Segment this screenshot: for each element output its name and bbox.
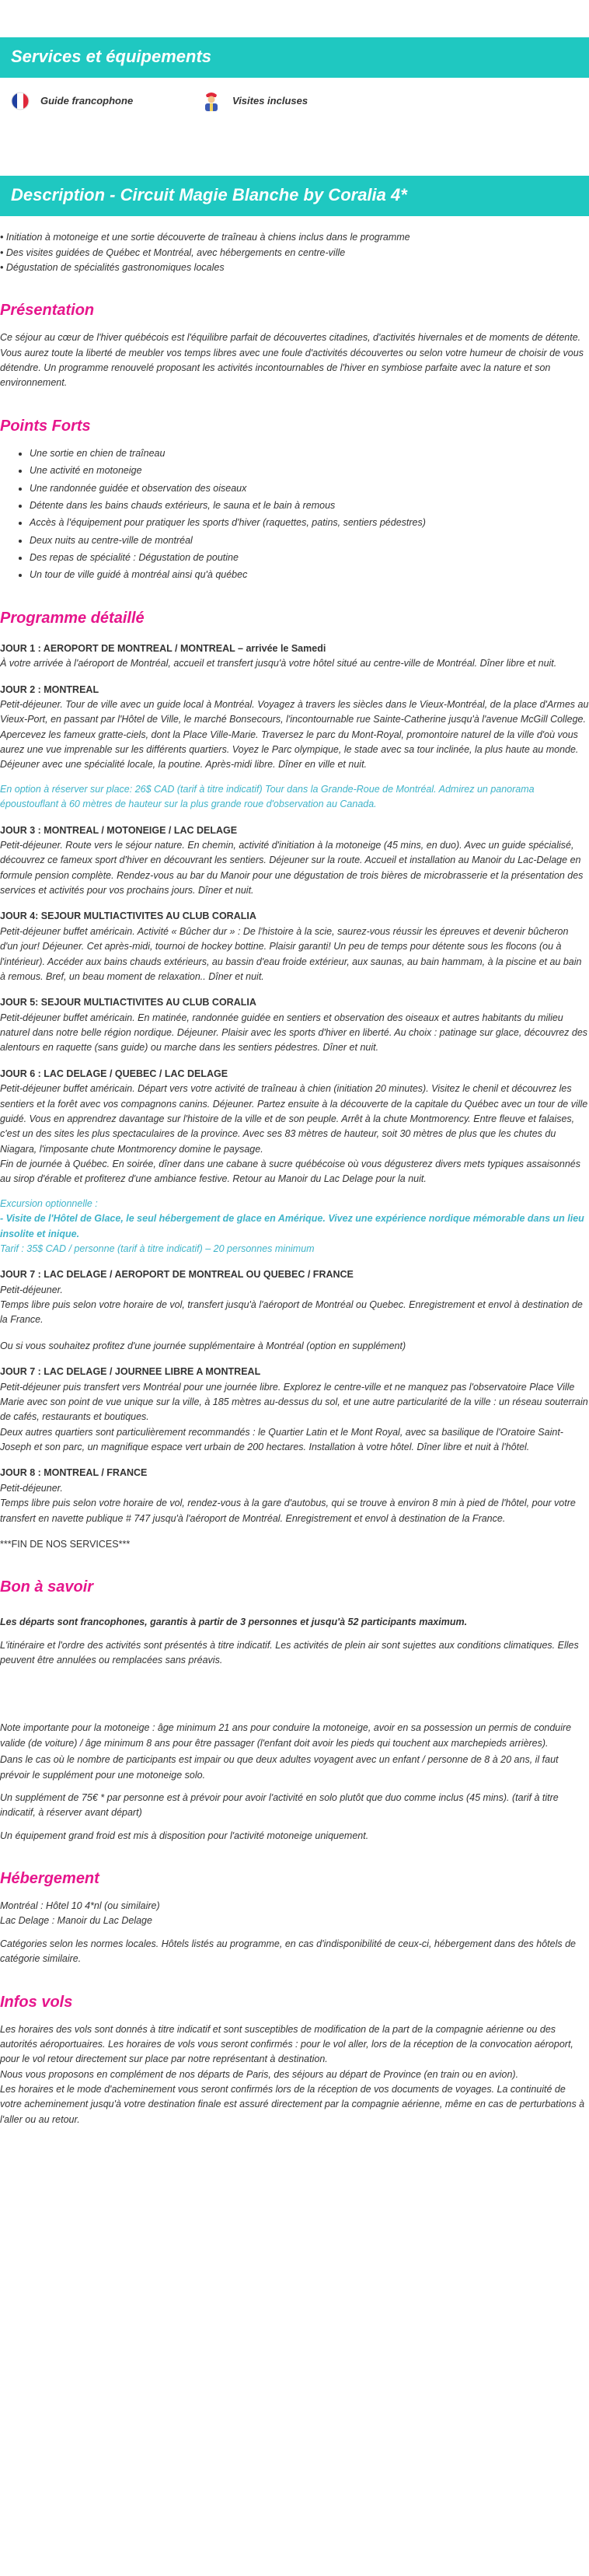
day-title: JOUR 6 : LAC DELAGE / QUEBEC / LAC DELAGE (0, 1068, 228, 1079)
day-title: JOUR 4: SEJOUR MULTIACTIVITES AU CLUB CORALIA (0, 911, 256, 922)
list-item: • Des repas de spécialité : Dégustation de poutine (30, 551, 589, 565)
day-option: En option à réserver sur place: 26$ CAD (tarif à titre indicatif) Tour dans la Grande-Roue de Montréal. Admirez un panorama époustouflant à 60 mètres de hauteur sur la plus grande roue d'observation au Canada. (0, 783, 535, 810)
day-title: JOUR 3 : MONTREAL / MOTONEIGE / LAC DELAGE (0, 824, 238, 836)
list-item: • Détente dans les bains chauds extérieurs, le sauna et le bain à remous (30, 498, 589, 513)
day-body-2: Fin de journée à Québec. En soirée, dîner dans une cabane à sucre québécoise où vous dégusterez divers mets typiques assaisonnés au sirop d'érable et profiterez d'une ambiance festive. Retour au Manoir du Lac Delage pour la nuit. (0, 1159, 580, 1185)
day-body: À votre arrivée à l'aéroport de Montréal, accueil et transfert jusqu'à votre hôtel situé au centre-ville de Montréal. Dîner libre et nuit. (0, 658, 557, 669)
day-5 (0, 995, 589, 1056)
description-content (0, 216, 589, 2166)
day-body-2: Temps libre puis selon votre horaire de vol, rendez-vous à la gare d'autobus, qui se trouve à environ 8 min à pied de l'hôtel, pour votre transfert en navette publique # 747 jusqu'à l'aéroport de Montréal. Enregistrement et envol à destination de la France. (0, 1498, 576, 1524)
page (0, 37, 589, 2166)
description-header: Description - Circuit Magie Blanche by Coralia 4* (0, 176, 589, 216)
points-list (0, 446, 589, 583)
day-body: Petit-déjeuner buffet américain. Départ vers votre activité de traîneau à chien (initiation 20 minutes). Visitez le chenil et découvrez les sentiers et la forêt avec vos compagnons canins. Déjeuner. Partez ensuite à la découverte de la capitale du Québec avec un tour de ville guidé. Vous en apprendrez davantage sur l'histoire de la ville et de son peuple. Arrêt à la chute Montmorency. Entre fleuve et falaises, c'est un des sites les plus spectaculaires de la province. Avec ses 83 mètres de hauteur, soit 30 mètres de plus que les chutes du Niagara, l'imposante chute Montmorency domine le paysage. (0, 1083, 588, 1155)
list-item: • Initiation à motoneige et une sortie découverte de traîneau à chiens inclus dans le programme (0, 230, 589, 245)
option-line: - Visite de l'Hôtel de Glace, le seul hébergement de glace en Amérique. Vivez une expérience nordique mémorable dans un lieu insolite et inique. (0, 1213, 584, 1239)
hebergement-line1: Montréal : Hôtel 10 4*nl (ou similaire) (0, 1900, 160, 1912)
day-3 (0, 823, 589, 899)
list-item: • Un tour de ville guidé à montréal ainsi qu'à québec (30, 568, 589, 582)
presentation-title: Présentation (0, 302, 95, 320)
day-body: Petit-déjeuner puis transfert vers Montréal pour une journée libre. Explorez le centre-ville et ne manquez pas l'observatoire Place Ville Marie avec son point de vue unique sur la ville, à 185 mètres au-dessus du sol, et une autre particularité de la ville : un réseau souterrain de cafés, restaurants et boutiques. (0, 1381, 588, 1423)
hebergement-text: Catégories selon les normes locales. Hôtels listés au programme, en cas d'indisponibilité de ceux-ci, hébergement dans des hôtels de catégorie similaire. (0, 1938, 576, 1965)
bon-a-savoir-title: Bon à savoir (0, 1578, 94, 1596)
bon-a-savoir-p3: Note importante pour la motoneige : âge minimum 21 ans pour conduire la motoneige, avoir en sa possession un permis de conduire valide (de voiture) / âge minimum 8 ans pour être passager (l'enfant doit avoir les pieds qui touchent aux marchepieds arrières). (0, 1722, 572, 1749)
points-title: Points Forts (0, 417, 91, 435)
day-body: Petit-déjeuner buffet américain. Activité « Bûcher dur » : De l'histoire à la scie, saurez-vous réussir les épreuves et devenir bûcheron d'un jour! Déjeuner. Cet après-midi, tournoi de hockey bottine. Plaisir garanti! Un peu de temps pour détente sous les flocons (ou à l'intérieur). Accéder aux bains chauds extérieurs, au bassin d'eau froide extérieur, aux saunas, au bain hammam, à la piscine et au bain à remous. Bref, un beau moment de relaxation.. Dîner et nuit. (0, 925, 582, 982)
services-row (0, 78, 589, 124)
bon-a-savoir-p1: Les départs sont francophones, garantis à partir de 3 personnes et jusqu'à 52 participants maximum. (0, 1617, 468, 1628)
service-guide-label: Guide francophone (40, 95, 134, 107)
day-1 (0, 641, 589, 672)
list-item: • Accès à l'équipement pour pratiquer les sports d'hiver (raquettes, patins, sentiers pédestres) (30, 516, 589, 530)
day-body: Petit-déjeuner. Route vers le séjour nature. En chemin, activité d'initiation à la motoneige (45 mins, en duo). Avec un guide spécialisé, découvrez ce fameux sport d'hiver en découvrant les sentiers. Déjeuner sur la route. Accueil et installation au Manoir du Lac-Delage en formule pension complète. Rendez-vous au bar du Manoir pour une dégustation de trois bières de microbrasserie et la présentation des services et activités pour vos prochains jours. Dîner et nuit. (0, 839, 584, 897)
hebergement-line2: Lac Delage : Manoir du Lac Delage (0, 1915, 152, 1927)
list-item: • Deux nuits au centre-ville de montréal (30, 533, 589, 548)
day-body: Petit-déjeuner. (0, 1482, 63, 1494)
day-body: Petit-déjeuner. Tour de ville avec un guide local à Montréal. Voyagez à travers les siècles dans le Vieux-Montréal, de la place d'Armes au Vieux-Port, en passant par l'Hôtel de Ville, le marché Bonsecours, l'incontournable rue Sainte-Catherine jusqu'à l'avenue McGill College. Apercevez les fameux gratte-ciels, dont la Place Ville-Marie. Traversez le parc du Mont-Royal, promontoire naturel de la ville d'où vous aurez une vue imprenable sur les différents quartiers. Voyez le Parc olympique, le stade avec sa tour inclinée, la plus haute au monde. Déjeuner avec une spécialité locale, la poutine. Après-midi libre. Dîner en ville et nuit. (0, 698, 589, 771)
option-price: Tarif : 35$ CAD / personne (tarif à titre indicatif) – 20 personnes minimum (0, 1243, 315, 1254)
day-8 (0, 1466, 589, 1526)
list-item: • Une sortie en chien de traîneau (30, 446, 589, 461)
day-7-alternative: Ou si vous souhaitez profitez d'une journée supplémentaire à Montréal (option en supplément) (0, 1340, 406, 1351)
visit-person-icon (201, 90, 221, 112)
day-body: Petit-déjeuner. (0, 1284, 63, 1295)
day-7b (0, 1365, 589, 1455)
vols-p1: Les horaires des vols sont donnés à titre indicatif et sont susceptibles de modification de la part de la compagnie aérienne ou des autorités aéroportuaires. Les horaires de vols vous seront confirmés : pour le vol aller, lors de la réception de la convocation aéroport, pour le vol retour directement sur place par notre représentant à destination. (0, 2023, 573, 2065)
day-title: JOUR 8 : MONTREAL / FRANCE (0, 1467, 148, 1479)
spacer (0, 1676, 589, 1721)
list-item: • Une randonnée guidée et observation des oiseaux (30, 481, 589, 496)
list-item: • Une activité en motoneige (30, 463, 589, 478)
bon-a-savoir-p6: Un équipement grand froid est mis à disposition pour l'activité motoneige uniquement. (0, 1830, 369, 1841)
list-item: • Dégustation de spécialités gastronomiques locales (0, 260, 589, 275)
bon-a-savoir-p2: L'itinéraire et l'ordre des activités sont présentés à titre indicatif. Les activités de plein air sont sujettes aux conditions climatiques. Elles peuvent être annulées ou remplacées sans préavis. (0, 1639, 579, 1666)
day-6 (0, 1067, 589, 1257)
vols-p2: Nous vous proposons en complément de nos départs de Paris, des séjours au départ de Province (en train ou en avion). (0, 2068, 519, 2080)
service-visits-label: Visites incluses (232, 95, 308, 107)
day-2 (0, 683, 589, 813)
day-body-2: Temps libre puis selon votre horaire de vol, transfert jusqu'à l'aéroport de Montréal ou Quebec. Enregistrement et envol à destination de la France. (0, 1299, 583, 1326)
bon-a-savoir-p5: Un supplément de 75€ * par personne est à prévoir pour avoir l'activité en solo plutôt que duo comme inclus (45 mins). (tarif à titre indicatif, à réserver avant départ) (0, 1791, 559, 1819)
day-title: JOUR 2 : MONTREAL (0, 683, 99, 695)
vols-title: Infos vols (0, 1993, 73, 2011)
presentation-text: Ce séjour au cœur de l'hiver québécois est l'équilibre parfait de découvertes citadines, d'activités hivernales et de moments de détente. Vous aurez toute la liberté de meubler vos temps libres avec une foule d'activités découvertes ou selon votre humeur de choisir de vous détendre. Un programme renouvelé proposant les activités incontournables de l'hiver en symbiose parfaite avec la nature et son environnement. (0, 332, 584, 389)
day-title: JOUR 5: SEJOUR MULTIACTIVITES AU CLUB CORALIA (0, 997, 256, 1008)
day-title: JOUR 1 : AEROPORT DE MONTREAL / MONTREAL – arrivée le Samedi (0, 642, 326, 654)
bon-a-savoir-p4: Dans le cas où le nombre de participants est impair ou que deux adultes voyagent avec un enfant / personne de 8 à 20 ans, il faut prévoir le supplément pour une motoneige solo. (0, 1754, 559, 1781)
day-title: JOUR 7 : LAC DELAGE / JOURNEE LIBRE A MONTREAL (0, 1366, 261, 1378)
option-title: Excursion optionnelle : (0, 1197, 98, 1209)
list-item: • Des visites guidées de Québec et Montréal, avec hébergements en centre-ville (0, 246, 589, 260)
day-option (0, 1197, 589, 1257)
highlights-list (0, 230, 589, 275)
day-7a (0, 1267, 589, 1328)
french-flag-icon (11, 92, 30, 110)
day-4 (0, 909, 589, 984)
service-guide (11, 92, 201, 110)
day-body: Petit-déjeuner buffet américain. En matinée, randonnée guidée en sentiers et observation des oiseaux et autres habitants du milieu naturel dans notre belle région nordique. Déjeuner. Plaisir avec les sports d'hiver en liberté. Au choix : patinage sur glace, découvrez des alentours en raquette (sans guide) ou marche dans les sentiers pédestres. Dîner et nuit. (0, 1012, 588, 1054)
vols-p3: Les horaires et le mode d'acheminement vous seront confirmés lors de la réception de vos documents de voyages. La continuité de votre acheminement jusqu'à votre destination finale est assuré directement par la compagnie aérienne, même en cas de perturbations à l'aller ou au retour. (0, 2084, 585, 2125)
programme-end: ***FIN DE NOS SERVICES*** (0, 1538, 131, 1550)
programme-title: Programme détaillé (0, 609, 145, 627)
hebergement-title: Hébergement (0, 1870, 99, 1888)
day-title: JOUR 7 : LAC DELAGE / AEROPORT DE MONTREAL OU QUEBEC / FRANCE (0, 1269, 354, 1281)
service-visits (201, 90, 392, 112)
day-body-2: Deux autres quartiers sont particulièrement recommandés : le Quartier Latin et le Mont Royal, avec sa basilique de l'Oratoire Saint-Joseph et son parc, un magnifique espace vert urbain de 200 hectares. Installation à votre hôtel. Dîner libre et nuit à l'hôtel. (0, 1426, 563, 1453)
services-header: Services et équipements (0, 37, 589, 78)
